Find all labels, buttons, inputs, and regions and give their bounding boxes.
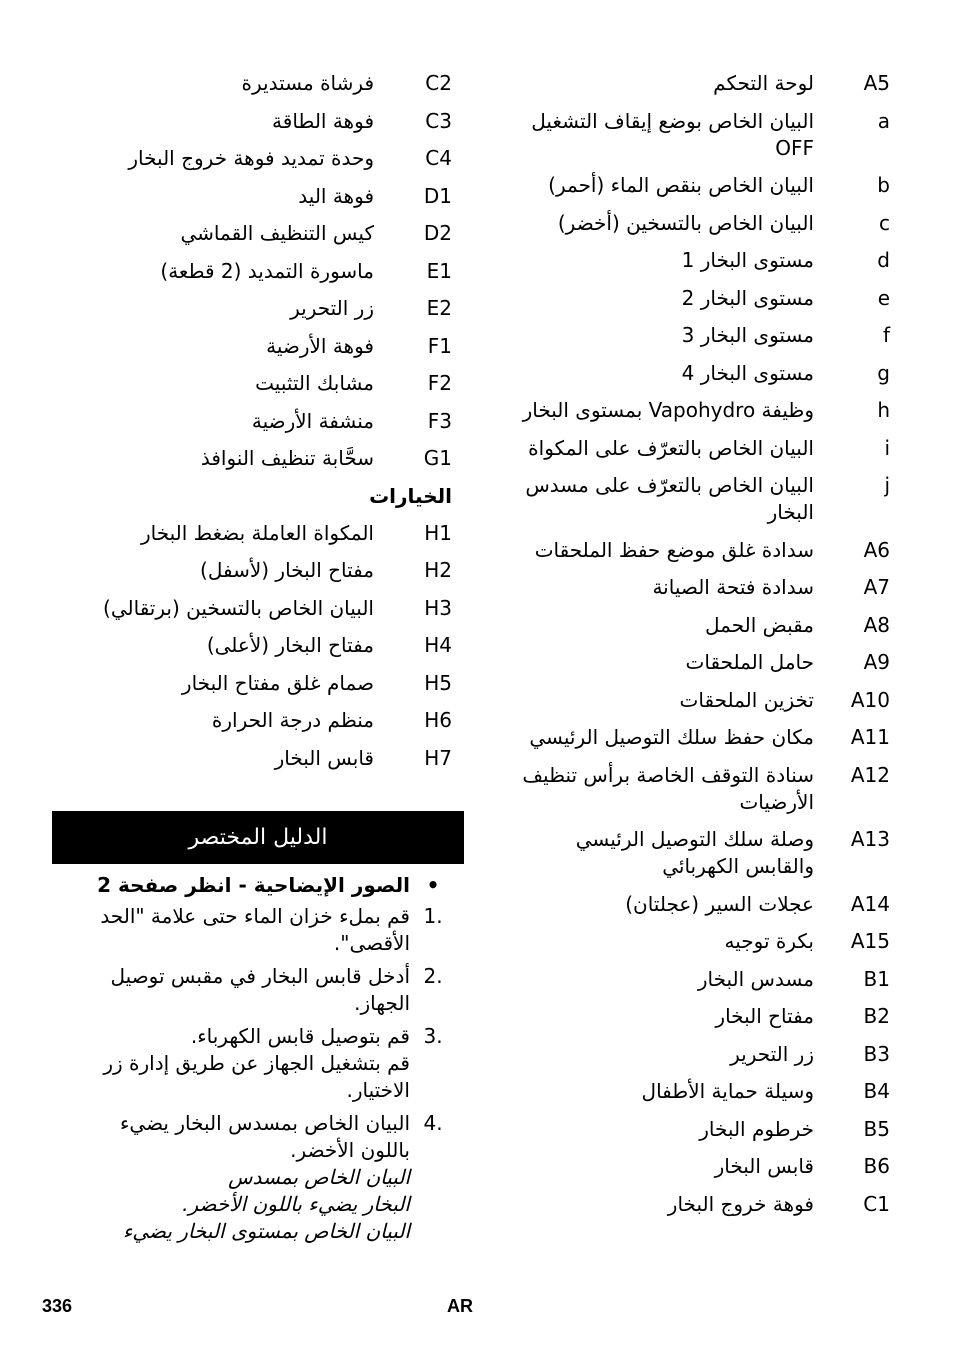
legend-code: H2 bbox=[424, 558, 452, 582]
legend-row bbox=[506, 360, 890, 387]
step-item bbox=[72, 963, 456, 1017]
legend-row bbox=[50, 333, 452, 360]
legend-text: البيان الخاص بالتعرّف على المكواة bbox=[528, 435, 814, 460]
legend-row bbox=[506, 724, 890, 751]
legend-row bbox=[506, 891, 890, 918]
legend-row bbox=[506, 1191, 890, 1218]
legend-text: منظم درجة الحرارة bbox=[211, 708, 374, 732]
step-line: قم بتشغيل الجهاز عن طريق إدارة زر bbox=[103, 1051, 410, 1075]
legend-code: A11 bbox=[850, 725, 890, 749]
legend-row bbox=[506, 322, 890, 349]
legend-row bbox=[506, 1116, 890, 1143]
legend-text: تخزين الملحقات bbox=[679, 687, 814, 712]
legend-text: سحَّابة تنظيف النوافذ bbox=[200, 446, 374, 470]
step-line: قم بتوصيل قابس الكهرباء. bbox=[190, 1024, 410, 1048]
legend-code: B2 bbox=[863, 1004, 890, 1028]
legend-row bbox=[506, 247, 890, 274]
legend-row bbox=[506, 574, 890, 601]
legend-code: H7 bbox=[424, 745, 452, 770]
step-line: الأقصى". bbox=[333, 931, 410, 955]
step-result-line: البيان الخاص بمسدس bbox=[228, 1165, 410, 1189]
legend-row bbox=[50, 408, 452, 435]
step-item bbox=[72, 1110, 456, 1245]
legend-row bbox=[506, 435, 890, 462]
legend-text: البيان الخاص بالتسخين (أخضر) bbox=[557, 210, 814, 235]
legend-text: فوهة خروج البخار bbox=[667, 1191, 814, 1216]
illustrations-bullet bbox=[72, 872, 456, 899]
legend-row bbox=[506, 210, 890, 237]
legend-code: E1 bbox=[426, 258, 452, 283]
bullet-text: الصور الإيضاحية - انظر صفحة 2 bbox=[97, 873, 410, 897]
legend-code: B5 bbox=[863, 1116, 890, 1141]
quick-guide-steps bbox=[72, 872, 456, 1251]
legend-row bbox=[50, 595, 452, 622]
legend-code: B4 bbox=[863, 1079, 890, 1103]
legend-row bbox=[50, 258, 452, 285]
legend-row bbox=[506, 70, 890, 97]
legend-row bbox=[506, 649, 890, 676]
legend-text: بكرة توجيه bbox=[724, 929, 814, 953]
legend-row bbox=[506, 928, 890, 955]
legend-code: D1 bbox=[423, 183, 452, 208]
legend-code: b bbox=[877, 173, 890, 197]
legend-row bbox=[506, 1041, 890, 1068]
legend-code: C3 bbox=[425, 108, 452, 133]
legend-row bbox=[50, 520, 452, 547]
legend-text: البيان الخاص بالتعرّف على مسدس البخار bbox=[525, 473, 814, 524]
legend-text: خرطوم البخار bbox=[699, 1116, 814, 1141]
step-item bbox=[72, 1023, 456, 1104]
legend-code: H1 bbox=[424, 520, 452, 545]
legend-text: وسيلة حماية الأطفال bbox=[641, 1079, 814, 1103]
legend-code: A15 bbox=[850, 929, 890, 953]
legend-text: مسدس البخار bbox=[697, 966, 814, 991]
legend-row bbox=[50, 70, 452, 97]
legend-code: d bbox=[877, 248, 890, 272]
step-body bbox=[72, 963, 410, 1017]
legend-row bbox=[50, 557, 452, 584]
legend-row bbox=[50, 295, 452, 322]
left-legend-list bbox=[50, 70, 452, 472]
legend-text: وصلة سلك التوصيل الرئيسي والقابس الكهربائي bbox=[575, 827, 814, 878]
legend-text: زر التحرير bbox=[730, 1041, 814, 1066]
step-line: باللون الأخضر. bbox=[290, 1138, 410, 1162]
step-line: الاختيار. bbox=[346, 1078, 410, 1102]
legend-text: مشابك التثبيت bbox=[255, 371, 374, 395]
legend-code: h bbox=[877, 398, 890, 422]
legend-row bbox=[506, 537, 890, 564]
legend-code: A7 bbox=[863, 575, 890, 599]
legend-row bbox=[50, 183, 452, 210]
legend-text: سنادة التوقف الخاصة برأس تنظيف الأرضيات bbox=[522, 762, 814, 814]
legend-text: البيان الخاص بالتسخين (برتقالي) bbox=[103, 595, 374, 620]
legend-text: قابس البخار bbox=[714, 1154, 814, 1178]
legend-code: H5 bbox=[424, 670, 452, 695]
legend-row bbox=[50, 670, 452, 697]
quick-guide-banner bbox=[52, 811, 464, 864]
legend-code: C1 bbox=[863, 1191, 890, 1216]
step-line: قم بملء خزان الماء حتى علامة "الحد bbox=[100, 904, 410, 928]
steps-list bbox=[72, 903, 456, 1245]
legend-row bbox=[50, 707, 452, 734]
legend-text: مفتاح البخار (لأسفل) bbox=[200, 558, 374, 582]
legend-text: فوهة الطاقة bbox=[272, 108, 374, 133]
legend-text: فوهة اليد bbox=[298, 183, 374, 208]
legend-row bbox=[506, 762, 890, 816]
legend-text: مقبض الحمل bbox=[705, 612, 814, 637]
legend-row bbox=[506, 1078, 890, 1105]
bullet-icon: • bbox=[426, 873, 440, 897]
legend-row bbox=[506, 172, 890, 199]
step-result-line: البخار يضيء باللون الأخضر. bbox=[182, 1192, 410, 1216]
legend-row bbox=[506, 285, 890, 312]
step-number: .1 bbox=[423, 904, 443, 928]
legend-row bbox=[50, 108, 452, 135]
legend-code: i bbox=[884, 435, 890, 460]
step-number: .2 bbox=[423, 964, 443, 988]
legend-row bbox=[50, 745, 452, 772]
legend-code: C2 bbox=[425, 71, 452, 95]
legend-text: وظيفة Vapohydro بمستوى البخار bbox=[522, 398, 814, 422]
legend-row bbox=[506, 1003, 890, 1030]
legend-text: مفتاح البخار (لأعلى) bbox=[206, 633, 374, 657]
options-list bbox=[50, 520, 452, 772]
legend-row bbox=[50, 145, 452, 172]
legend-code: H4 bbox=[424, 633, 452, 657]
legend-row bbox=[50, 445, 452, 472]
legend-code: a bbox=[877, 108, 890, 133]
language-code: AR bbox=[447, 1296, 473, 1316]
legend-code: g bbox=[877, 360, 890, 385]
legend-code: A14 bbox=[850, 891, 890, 916]
legend-text: زر التحرير bbox=[290, 296, 374, 320]
legend-text: البيان الخاص بنقص الماء (أحمر) bbox=[548, 173, 814, 197]
legend-text: سدادة فتحة الصيانة bbox=[652, 575, 814, 599]
legend-code: E2 bbox=[426, 296, 452, 320]
legend-text: سدادة غلق موضع حفظ الملحقات bbox=[534, 537, 814, 562]
legend-row bbox=[50, 370, 452, 397]
legend-text: مستوى البخار 4 bbox=[681, 360, 814, 385]
legend-code: F1 bbox=[427, 333, 452, 358]
legend-code: C4 bbox=[425, 146, 452, 170]
legend-text: مستوى البخار 3 bbox=[681, 323, 814, 347]
legend-code: e bbox=[877, 285, 890, 310]
legend-text: حامل الملحقات bbox=[685, 650, 814, 674]
legend-text: مستوى البخار 1 bbox=[681, 248, 814, 272]
legend-code: A5 bbox=[863, 71, 890, 95]
step-body bbox=[72, 1110, 410, 1245]
legend-row bbox=[506, 687, 890, 714]
legend-code: A9 bbox=[863, 650, 890, 674]
options-heading: الخيارات bbox=[369, 483, 452, 508]
legend-text: قابس البخار bbox=[274, 745, 374, 770]
legend-code: H6 bbox=[424, 708, 452, 732]
legend-code: A12 bbox=[850, 762, 890, 787]
legend-code: j bbox=[884, 473, 890, 497]
legend-text: مكان حفظ سلك التوصيل الرئيسي bbox=[529, 725, 814, 749]
step-line: البيان الخاص بمسدس البخار يضيء bbox=[120, 1111, 410, 1135]
step-line: أدخل قابس البخار في مقبس توصيل bbox=[110, 964, 410, 988]
step-result-line: البيان الخاص بمستوى البخار يضيء bbox=[122, 1219, 410, 1243]
legend-text: مستوى البخار 2 bbox=[681, 285, 814, 310]
legend-text: كيس التنظيف القماشي bbox=[180, 221, 374, 245]
legend-row bbox=[506, 826, 890, 880]
legend-code: F3 bbox=[427, 408, 452, 433]
legend-code: f bbox=[882, 323, 890, 347]
step-body bbox=[72, 903, 410, 957]
step-number: .4 bbox=[423, 1111, 443, 1135]
legend-text: البيان الخاص بوضع إيقاف التشغيل OFF bbox=[531, 108, 814, 160]
right-legend-column bbox=[506, 70, 890, 1228]
legend-text: منشفة الأرضية bbox=[251, 408, 374, 433]
legend-row bbox=[506, 397, 890, 424]
legend-row bbox=[506, 108, 890, 162]
legend-code: H3 bbox=[424, 595, 452, 620]
legend-code: A10 bbox=[850, 687, 890, 712]
legend-row bbox=[50, 632, 452, 659]
page-number: 336 bbox=[42, 1296, 73, 1316]
legend-code: F2 bbox=[427, 371, 452, 395]
legend-row bbox=[506, 1153, 890, 1180]
legend-text: لوحة التحكم bbox=[713, 71, 814, 95]
legend-text: عجلات السير (عجلتان) bbox=[625, 891, 814, 916]
legend-code: A13 bbox=[850, 827, 890, 851]
step-line: الجهاز. bbox=[354, 991, 410, 1015]
legend-text: فرشاة مستديرة bbox=[241, 71, 374, 95]
legend-code: D2 bbox=[423, 221, 452, 245]
left-legend-column bbox=[50, 70, 452, 782]
legend-row bbox=[506, 612, 890, 639]
legend-row bbox=[506, 472, 890, 526]
legend-text: مفتاح البخار bbox=[715, 1004, 814, 1028]
legend-code: B6 bbox=[863, 1154, 890, 1178]
step-body bbox=[72, 1023, 410, 1104]
legend-code: B1 bbox=[863, 966, 890, 991]
legend-code: A8 bbox=[863, 612, 890, 637]
banner-title: الدليل المختصر bbox=[188, 825, 328, 850]
step-number: .3 bbox=[423, 1024, 443, 1048]
legend-code: B3 bbox=[863, 1041, 890, 1066]
legend-text: صمام غلق مفتاح البخار bbox=[181, 670, 374, 695]
legend-text: المكواة العاملة بضغط البخار bbox=[140, 520, 374, 545]
legend-row bbox=[506, 966, 890, 993]
legend-code: A6 bbox=[863, 537, 890, 562]
legend-code: c bbox=[879, 210, 890, 235]
legend-text: وحدة تمديد فوهة خروج البخار bbox=[128, 146, 374, 170]
legend-text: ماسورة التمديد (2 قطعة) bbox=[160, 258, 374, 283]
legend-row bbox=[50, 220, 452, 247]
step-item bbox=[72, 903, 456, 957]
legend-text: فوهة الأرضية bbox=[266, 333, 374, 358]
legend-code: G1 bbox=[423, 446, 452, 470]
